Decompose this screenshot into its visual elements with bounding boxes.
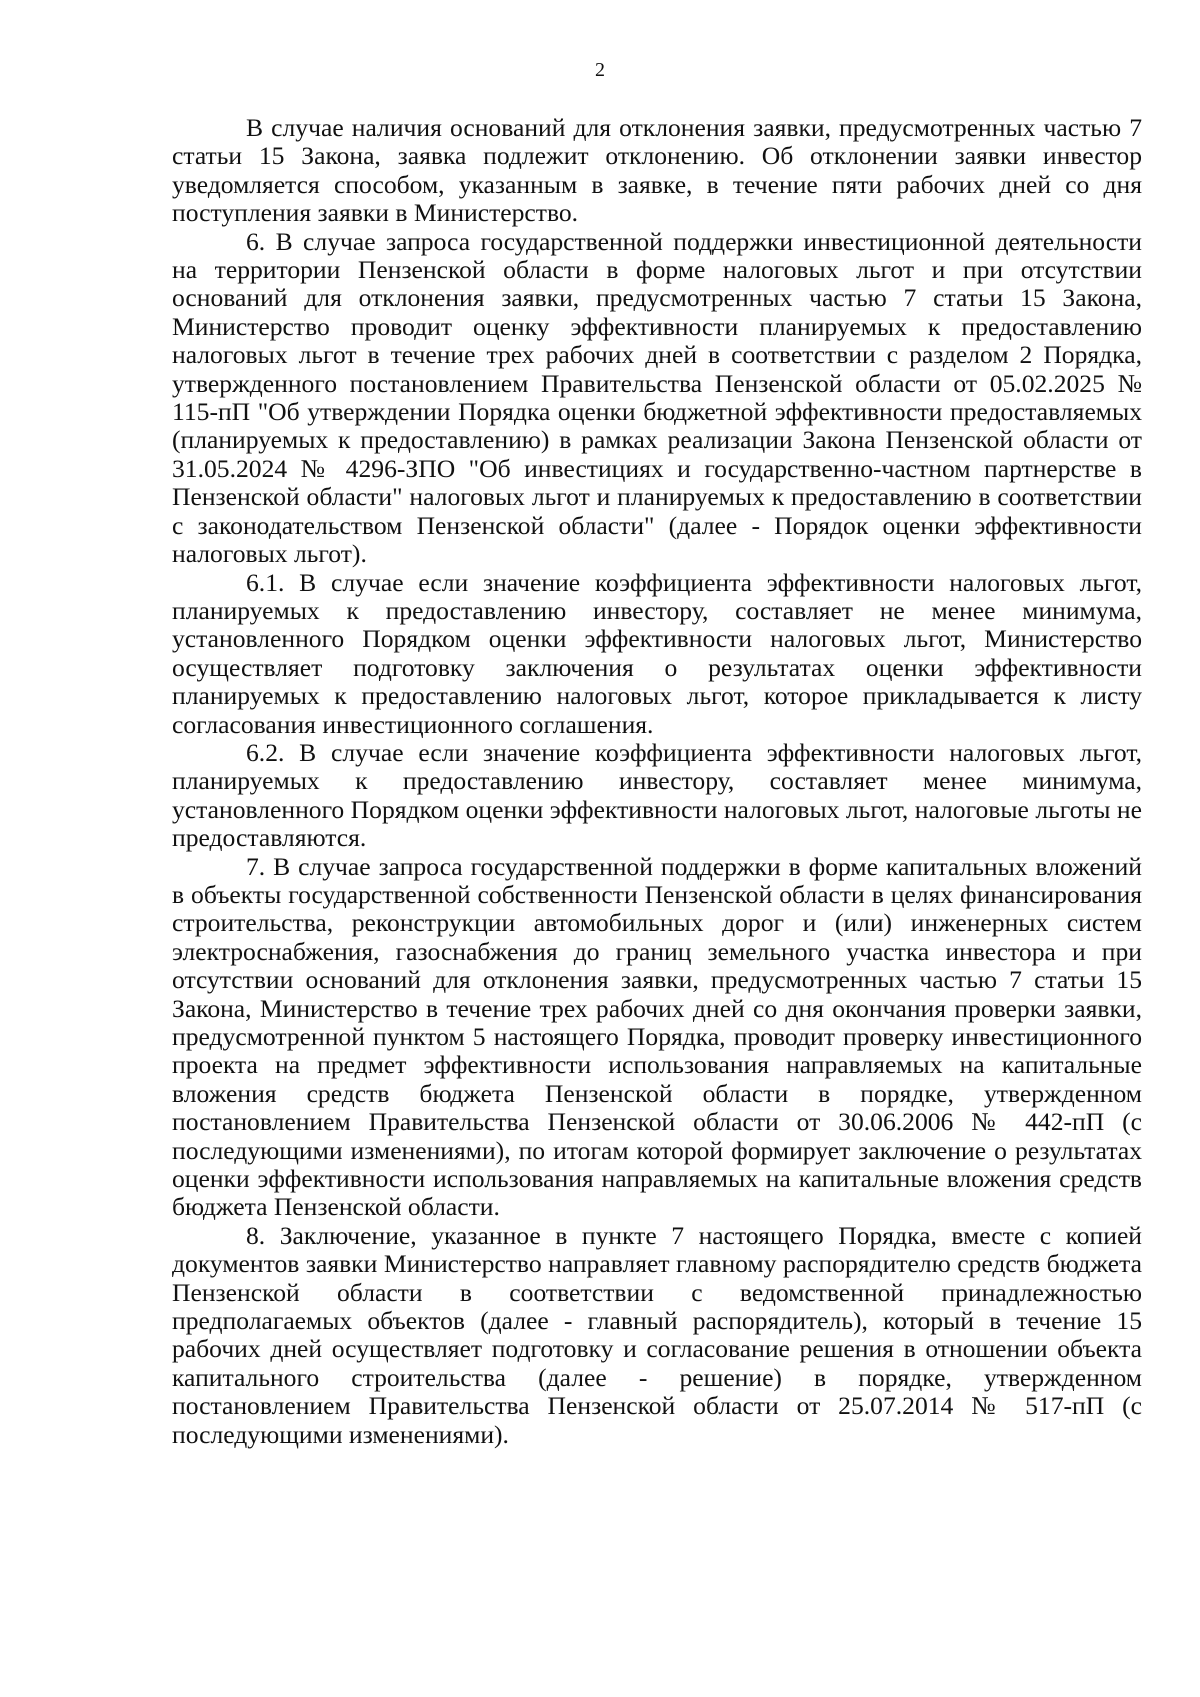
page-number: 2 [595,59,605,81]
document-body [172,114,1142,1449]
paragraph-6-2: 6.2. В случае если значение коэффициента эффективности налоговых льгот, планируемых к предоставлению инвестору, составляет менее минимума, установленного Порядком оценки эффективности налоговых льгот, налоговые льготы не предоставляются. [172,737,1142,853]
paragraph-6-1: 6.1. В случае если значение коэффициента эффективности налоговых льгот, планируемых к предоставлению инвестору, составляет не менее минимума, установленного Порядком оценки эффективности налоговых льгот, Министерство осуществляет подготовку заключения о результатах оценки эффективности планируемых к предоставлению налоговых льгот, которое прикладывается к листу согласования инвестиционного соглашения. [172,567,1142,739]
paragraph-7: 7. В случае запроса государственной поддержки в форме капитальных вложений в объекты государственной собственности Пензенской области в целях финансирования строительства, реконструкции автомобильных дорог и (или) инженерных систем электроснабжения, газоснабжения до границ земельного участка инвестора и при отсутствии оснований для отклонения заявки, предусмотренных частью 7 статьи 15 Закона, Министерство в течение трех рабочих дней со дня окончания проверки заявки, предусмотренной пунктом 5 настоящего Порядка, проводит проверку инвестиционного проекта на предмет эффективности использования направляемых на капитальные вложения средств бюджета Пензенской области в порядке, утвержденном постановлением Правительства Пензенской области от 30.06.2006 № 442-пП (с последующими изменениями), по итогам которой формирует заключение о результатах оценки эффективности использования направляемых на капитальные вложения средств бюджета Пензенской области. [172,851,1142,1222]
paragraph-6: 6. В случае запроса государственной поддержки инвестиционной деятельности на территории Пензенской области в форме налоговых льгот и при отсутствии оснований для отклонения заявки, предусмотренных частью 7 статьи 15 Закона, Министерство проводит оценку эффективности планируемых к предоставлению налоговых льгот в течение трех рабочих дней в соответствии с разделом 2 Порядка, утвержденного постановлением Правительства Пензенской области от 05.02.2025 № 115-пП "Об утверждении Порядка оценки бюджетной эффективности предоставляемых (планируемых к предоставлению) в рамках реализации Закона Пензенской области от 31.05.2024 № 4296-ЗПО "Об инвестициях и государственно-частном партнерстве в Пензенской области" налоговых льгот и планируемых к предоставлению в соответствии с законодательством Пензенской области" (далее - Порядок оценки эффективности налоговых льгот). [172,226,1142,569]
paragraph-refusal: В случае наличия оснований для отклонения заявки, предусмотренных частью 7 статьи 15 Закона, заявка подлежит отклонению. Об отклонении заявки инвестор уведомляется способом, указанным в заявке, в течение пяти рабочих дней со дня поступления заявки в Министерство. [172,113,1142,228]
paragraph-8: 8. Заключение, указанное в пункте 7 настоящего Порядка, вместе с копией документов заявки Министерство направляет главному распорядителю средств бюджета Пензенской области в соответствии с ведомственной принадлежностью предполагаемых объектов (далее - главный распорядитель), который в течение 15 рабочих дней осуществляет подготовку и согласование решения в отношении объекта капитального строительства (далее - решение) в порядке, утвержденном постановлением Правительства Пензенской области от 25.07.2014 № 517-пП (с последующими изменениями). [172,1220,1142,1449]
